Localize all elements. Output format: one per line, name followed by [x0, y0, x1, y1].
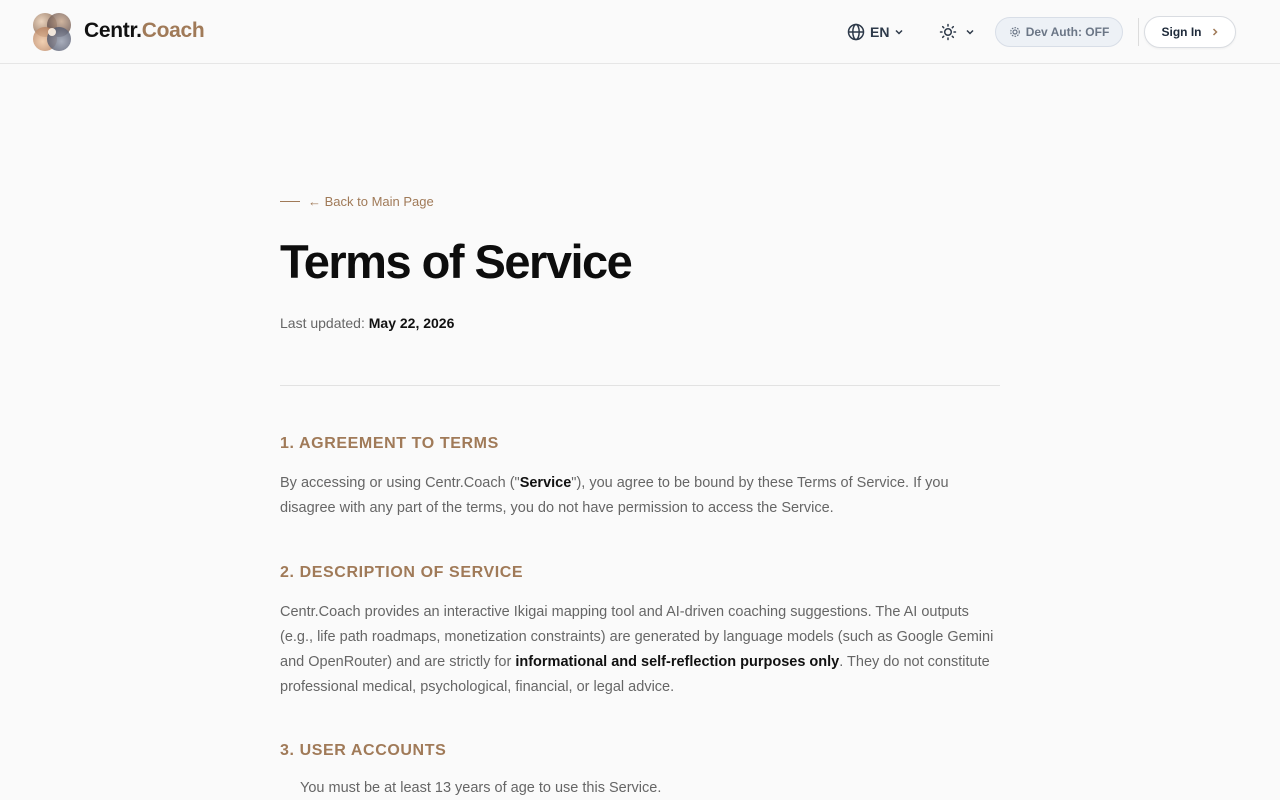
page-title: Terms of Service	[280, 235, 632, 288]
dev-auth-toggle[interactable]	[995, 17, 1123, 47]
sign-in-button[interactable]	[1144, 16, 1236, 48]
paragraph-text: Centr.Coach provides an interactive Ikigai mapping tool and AI-driven coaching suggestions. The AI outputs (e.g., life path roadmaps, monetization constraints) are generated by language models (such as Google Gemini and OpenRouter) and are strictly for	[280, 604, 994, 670]
chevron-down-icon	[965, 27, 975, 37]
back-to-main-link[interactable]: ← Back to Main Page	[308, 193, 434, 209]
section-heading-description: 2. DESCRIPTION OF SERVICE	[280, 564, 524, 581]
last-updated-date: May 22, 2026	[368, 315, 455, 331]
brand-name[interactable]	[84, 19, 204, 43]
language-label: EN	[870, 24, 890, 40]
gear-icon	[1009, 26, 1021, 38]
chevron-down-icon	[894, 27, 904, 37]
back-link-row	[280, 192, 434, 210]
paragraph-emphasis: informational and self-reflection purposes only	[515, 654, 840, 670]
back-link-decoration	[280, 201, 300, 202]
globe-icon	[847, 23, 865, 41]
brand-name-part1: Centr.	[84, 19, 142, 42]
paragraph-text: By accessing or using Centr.Coach ("	[280, 475, 520, 491]
chevron-right-icon	[1211, 27, 1219, 37]
paragraph-emphasis: Service	[519, 475, 572, 491]
paragraph-text: . They do not constitute professional medical, psychological, financial, or legal advice.	[280, 654, 990, 695]
brand-name-part2: Coach	[141, 19, 205, 42]
section-paragraph-description	[280, 600, 1000, 700]
header-divider	[1138, 18, 1139, 46]
divider	[280, 385, 1000, 386]
paragraph-text: "), you agree to be bound by these Terms of Service. If you disagree with any part of the terms, you do not have permission to access the Service.	[280, 475, 949, 516]
section-heading-agreement: 1. AGREEMENT TO TERMS	[280, 435, 499, 452]
top-header	[0, 0, 1280, 64]
last-updated	[280, 315, 454, 331]
section-paragraph-agreement	[280, 471, 1000, 521]
sign-in-label: Sign In	[1161, 25, 1202, 39]
section-heading-user-accounts: 3. USER ACCOUNTS	[280, 742, 447, 759]
dev-auth-label: Dev Auth: OFF	[1025, 25, 1110, 39]
language-selector[interactable]	[847, 22, 904, 42]
brand-logo-icon[interactable]	[31, 11, 73, 53]
list-item: You must be at least 13 years of age to use this Service.	[300, 780, 662, 796]
sun-icon	[939, 23, 957, 41]
theme-selector[interactable]	[939, 22, 975, 42]
last-updated-label: Last updated:	[280, 315, 365, 331]
